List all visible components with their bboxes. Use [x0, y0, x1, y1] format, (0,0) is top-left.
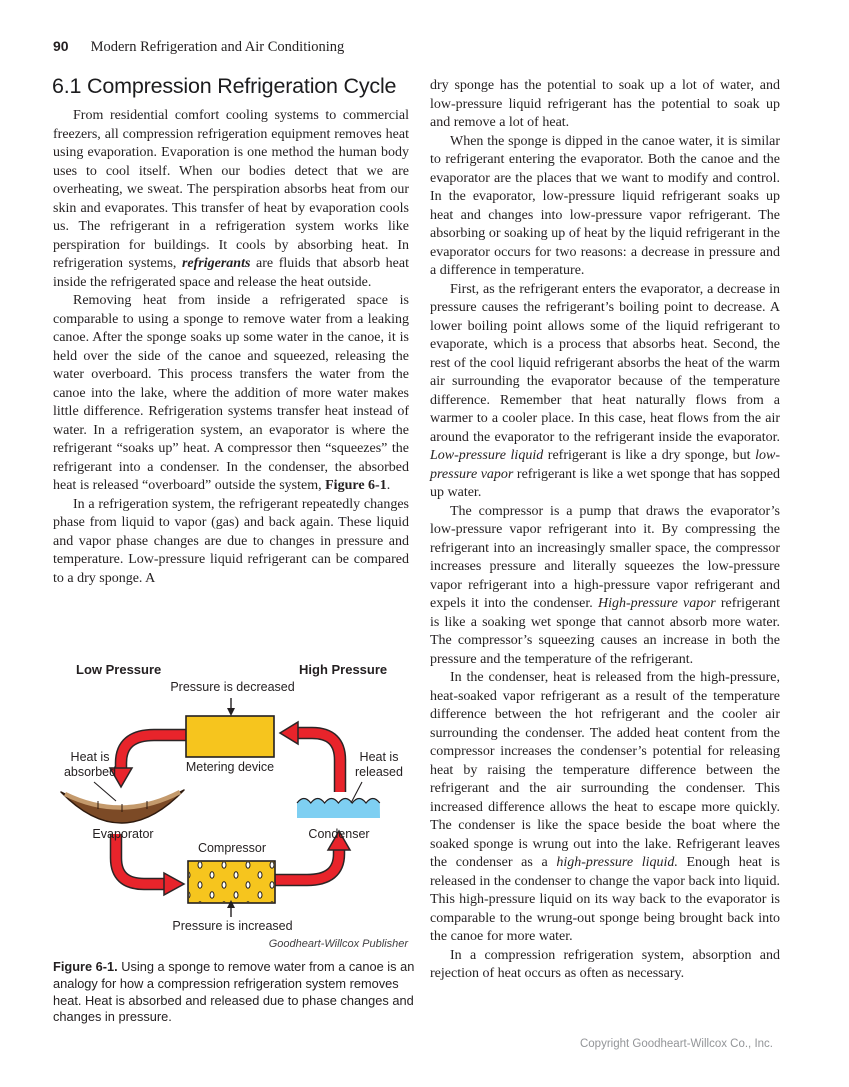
evaporator-label: Evaporator — [92, 827, 154, 841]
pressure-decreased-arrow-icon — [227, 698, 235, 716]
page-number: 90 — [53, 38, 69, 54]
figure-credit: Goodheart-Willcox Publisher — [268, 938, 408, 950]
copyright-notice: Copyright Goodheart-Willcox Co., Inc. — [579, 1038, 773, 1050]
refrigeration-cycle-diagram — [50, 660, 422, 960]
figure-caption — [53, 959, 415, 1026]
arrow-evaporator-to-compressor — [116, 834, 184, 895]
paragraph: In the condenser, heat is released from the high-pressure, heat-soaked vapor refrigerant as a result of the temperature difference between the hot refrigerant and the cooler air surrounding the condenser. The added heat content from the compressor increases the condenser’s potential for releasing heat by raising the temperature difference between the refrigerant and the air surrounding the condenser. This increased difference allows the heat to escape more quickly. The condenser is like the space beside the boat where the soaked sponge is wrung out into the lake. Refrigerant leaves the condenser as a high-pressure liquid. Enough heat is released in the condenser to change the vapor back into liquid. This high-pressure liquid on its way back to the evaporator is comparable to the wrung-out sponge being brought back into the canoe for more water. — [430, 670, 780, 944]
compressor-box — [188, 861, 275, 903]
book-title: Modern Refrigeration and Air Conditioning — [90, 39, 345, 55]
arrowhead-left-icon — [280, 722, 298, 744]
low-pressure-label: Low Pressure — [76, 662, 162, 677]
arrowhead-right-icon — [164, 873, 184, 895]
paragraph: From residential comfort cooling systems to commercial freezers, all compression refrigeration equipment removes heat using evaporation. Evaporation is one method the human body uses to cool itself. When our bodies detect that we are overheating, we sweat. The perspiration absorbs heat from our skin and evaporates. This transfer of heat by evaporation cools us. The refrigerant in a refrigeration system works like perspiration for buildings. It cools by absorbing heat. In refrigeration systems, refrigerants are fluids that absorb heat inside the refrigerated space and release the heat outside. — [53, 108, 409, 290]
figure-caption-label: Figure 6-1. — [53, 959, 118, 974]
high-pressure-label: High Pressure — [299, 662, 388, 677]
evaporator-canoe — [61, 790, 184, 823]
right-column — [430, 77, 780, 984]
heat-released-label: Heat is released — [355, 750, 403, 780]
compressor-label: Compressor — [197, 841, 267, 855]
figure-6-1 — [50, 660, 422, 960]
heat-absorbed-label: Heat is absorbed — [63, 750, 117, 780]
page-header — [53, 38, 344, 56]
paragraph: dry sponge has the potential to soak up a lot of water, and low-pressure liquid refrigerant has the potential to soak up and remove a lot of heat. — [430, 78, 780, 130]
paragraph: In a refrigeration system, the refrigerant repeatedly changes phase from liquid to vapor (gas) and back again. These liquid and vapor phase changes are due to changes in pressure and temperature. Low-pressure liquid refrigerant can be compared to a dry sponge. A — [53, 496, 409, 586]
left-column — [53, 107, 409, 588]
paragraph: When the sponge is dipped in the canoe water, it is similar to refrigerant entering the evaporator. Both the canoe and the evaporator are the places that we want to modify and control. In the evaporator, low-pressure liquid refrigerant soaks up heat and changes into low-pressure vapor refrigerant. The absorbing or soaking up of heat by the liquid refrigerant in the evaporator occurs for two reasons: a decrease in pressure and a difference in temperature. — [430, 133, 780, 278]
metering-device-label: Metering device — [185, 760, 275, 774]
condenser-label: Condenser — [308, 827, 370, 841]
condenser-water — [297, 799, 380, 819]
figure-caption-text: Using a sponge to remove water from a canoe is an analogy for how a compression refrigeration system removes heat. Heat is absorbed and released due to phase changes and changes in pressure. — [53, 959, 415, 1025]
paragraph: In a compression refrigeration system, absorption and rejection of heat occurs as often as necessary. — [430, 947, 780, 981]
metering-device-box — [186, 716, 274, 757]
paragraph: The compressor is a pump that draws the evaporator’s low-pressure vapor refrigerant into it. By compressing the refrigerant into an increasingly smaller space, the compressor increases pressure and literally squeezes the low-pressure vapor refrigerant into a high-pressure vapor refrigerant and expels it into the condenser. High-pressure vapor refrigerant is like a soaking wet sponge that cannot absorb more water. The compressor’s squeezing causes an increase in both the pressure and the temperature of the refrigerant. — [430, 503, 780, 667]
arrow-condenser-to-metering — [280, 722, 340, 792]
paragraph: Removing heat from inside a refrigerated space is comparable to using a sponge to remove water from a leaking canoe. After the sponge soaks up some water in the canoe, it is held over the side of the canoe and squeezed, releasing the water overboard. This process transfers the water from the canoe into the lake, where the addition of more water makes little difference. Refrigeration systems transfer heat instead of water. In a refrigeration system, an evaporator is where the refrigerant “soaks up” heat. A compressor then “squeezes” the refrigerant into a condenser. In the condenser, the absorbed heat is released “overboard” outside the system, Figure 6-1. — [53, 293, 409, 493]
pressure-decreased-label: Pressure is decreased — [170, 680, 295, 694]
heat-absorbed-pointer-line — [94, 782, 116, 801]
pressure-increased-label: Pressure is increased — [172, 919, 293, 933]
paragraph: First, as the refrigerant enters the evaporator, a decrease in pressure causes the refrigerant’s boiling point to decrease. A lower boiling point allows some of the liquid refrigerant to evaporate, which is a process that absorbs heat. Second, the rest of the cool liquid refrigerant absorbs the heat of the warm air surrounding the evaporator because of the temperature difference. Remember that heat naturally flows from a warmer to a cooler place. In this case, heat flows from the air around the evaporator to the refrigerant inside the evaporator. Low-pressure liquid refrigerant is like a dry sponge, but low-pressure vapor refrigerant is like a wet sponge that has sopped up water. — [430, 281, 781, 500]
section-title: 6.1 Compression Refrigeration Cycle — [52, 74, 397, 98]
